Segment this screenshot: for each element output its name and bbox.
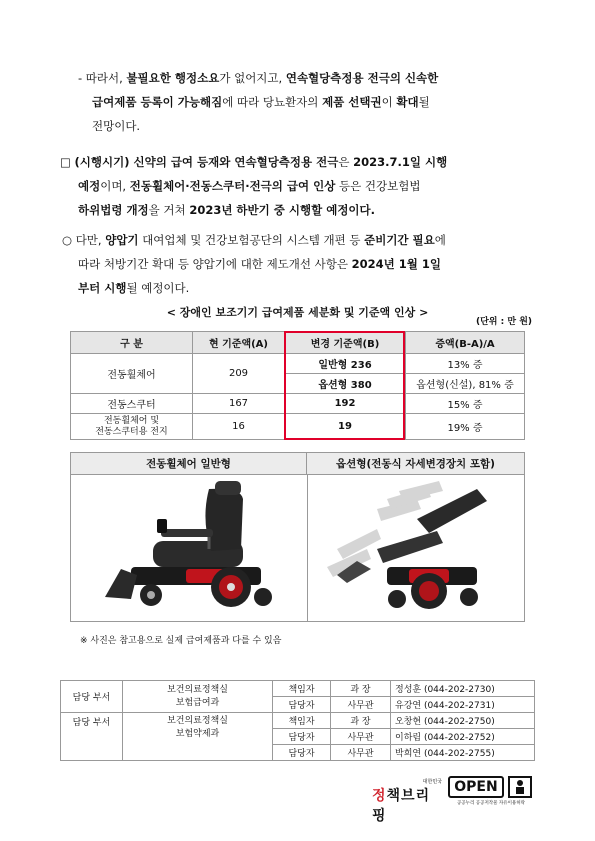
photo-disclaimer: ※ 사진은 참고용으로 실제 급여제품과 다를 수 있음: [80, 636, 282, 646]
contact-person: 박희연 (044-202-2755): [391, 745, 535, 761]
contact-role: 책임자: [273, 713, 331, 729]
paragraph-schedule: [0, 150, 595, 222]
row-battery-inc: 19% 증: [406, 414, 525, 440]
general-wheelchair-caption: 전동휠체어 일반형: [71, 453, 307, 475]
divider: [307, 475, 308, 621]
power-wheelchair-general-image: [91, 479, 291, 619]
contact-person: 이하림 (044-202-2752): [391, 729, 535, 745]
table-title: < 장애인 보조기기 급여제품 세분화 및 기준액 인상 >: [166, 306, 429, 319]
contact-person: 정성훈 (044-202-2730): [391, 681, 535, 697]
col-increase: 증액(B-A)/A: [406, 332, 525, 354]
para1-line2: 급여제품 등록이 가능해짐에 따라 당뇨환자의 제품 선택권이 확대될: [92, 95, 430, 109]
contact-person: 오창현 (044-202-2750): [391, 713, 535, 729]
row-battery-current: 16: [193, 414, 285, 440]
power-wheelchair-option-image: [317, 479, 517, 619]
row-wheelchair-current: 209: [193, 354, 285, 394]
para3-line1: ○ 다만, 양압기 대여업체 및 건강보험공단의 시스템 개편 등 준비기간 필요에: [62, 233, 446, 247]
paragraph-cpap: [0, 228, 595, 300]
para2-line3: 하위법령 개정을 거쳐 2023년 하반기 중 시행할 예정이다.: [78, 203, 376, 217]
contact-position: 과 장: [331, 713, 391, 729]
contact-position: 사무관: [331, 729, 391, 745]
para3-line2: 따라 처방기간 확대 등 양압기에 대한 제도개선 사항은 2024년 1월 1일: [78, 257, 441, 271]
contact-role: 담당자: [273, 697, 331, 713]
attribution-icon: [508, 776, 532, 798]
row-wheelchair-inc-general: 13% 증: [406, 354, 525, 374]
contact-org: 보건의료정책실 보험약제과: [123, 713, 273, 761]
contact-role: 책임자: [273, 681, 331, 697]
new-allowance-highlight: [284, 331, 405, 440]
contact-dept-label: 담당 부서: [61, 713, 123, 761]
row-wheelchair-new-general: 일반형 236: [285, 354, 406, 374]
paragraph-expectation: [0, 66, 595, 138]
open-mark: OPEN: [448, 776, 504, 798]
col-category: 구 분: [71, 332, 193, 354]
para1-line1: - 따라서, 불필요한 행정소요가 없어지고, 연속혈당측정용 전극의 신속한: [78, 71, 439, 85]
table-row: [61, 713, 535, 729]
row-wheelchair-inc-option: 옵션형(신설), 81% 증: [406, 374, 525, 394]
col-current: 현 기준액(A): [193, 332, 285, 354]
para2-line2: 예정이며, 전동휠체어·전동스쿠터·전극의 급여 인상 등은 건강보험법: [78, 179, 421, 193]
row-scooter-new: 192: [285, 394, 406, 414]
para2-line1: □ (시행시기) 신약의 급여 등재와 연속혈당측정용 전극은 2023.7.1일 시행: [60, 155, 448, 169]
contact-position: 사무관: [331, 697, 391, 713]
row-scooter-inc: 15% 증: [406, 394, 525, 414]
row-battery-new: 19: [285, 414, 406, 440]
wheelchair-image-table: [70, 452, 525, 622]
contact-dept-label: 담당 부서: [61, 681, 123, 713]
open-caption: 공공누리 공공저작물 자유이용허락: [456, 801, 526, 806]
row-scooter-current: 167: [193, 394, 285, 414]
contact-position: 사무관: [331, 745, 391, 761]
row-wheelchair-new-option: 옵션형 380: [285, 374, 406, 394]
kogl-open-logo: [448, 776, 534, 806]
row-wheelchair-name: 전동휠체어: [71, 354, 193, 394]
para3-line3: 부터 시행될 예정이다.: [78, 281, 190, 295]
policy-briefing-logo: 대한민국 정책브리핑: [372, 779, 442, 824]
contact-person: 유강연 (044-202-2731): [391, 697, 535, 713]
row-battery-name: 전동휠체어 및 전동스쿠터용 전지: [71, 414, 193, 440]
row-scooter-name: 전동스쿠터: [71, 394, 193, 414]
option-wheelchair-caption: 옵션형(전동식 자세변경장치 포함): [307, 453, 524, 475]
contact-org: 보건의료정책실 보험급여과: [123, 681, 273, 713]
contact-table: [60, 680, 535, 761]
para1-line3: 전망이다.: [92, 119, 141, 133]
table-unit: (단위 : 만 원): [476, 317, 533, 327]
contact-role: 담당자: [273, 745, 331, 761]
table-row: [61, 681, 535, 697]
col-new: 변경 기준액(B): [285, 332, 406, 354]
contact-position: 과 장: [331, 681, 391, 697]
contact-role: 담당자: [273, 729, 331, 745]
